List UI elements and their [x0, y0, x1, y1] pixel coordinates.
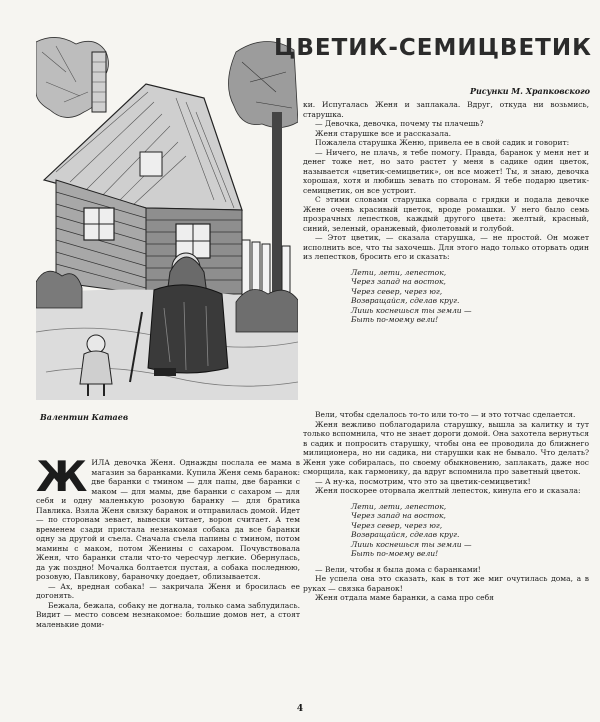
paragraph: Пожалела старушка Женю, привела ее в свой садик и говорит: [315, 138, 570, 147]
spell-verse [351, 502, 589, 559]
verse-line: Лишь коснешься ты земли — [351, 305, 472, 315]
page-number: 4 [296, 704, 304, 714]
paragraph: Вели, чтобы сделалось то-то или то-то — и это тотчас сделается. [315, 410, 576, 419]
verse-line: Лети, лети, лепесток, [351, 267, 447, 277]
verse-line: Возвращайся, сделав круг. [351, 296, 460, 305]
story-illustration [36, 32, 298, 400]
paragraph: — Этот цветик, — сказала старушка, — не простой. Он может исполнить все, что ты захочешь. Для этого надо только оторвать один из лепестков, бросить его и сказать: [303, 233, 589, 261]
verse-line: Через север, через юг, [351, 286, 443, 296]
paragraph: — Ничего, не плачь, я тебе помогу. Правда, баранок у меня нет и денег тоже нет, но зато растет у меня в садике один цветок, называется «цветик-семицветик», он все может! Ты, я знаю, девочка хорошая, хотя и любишь зевать по сторонам. Я тебе подарю цветик-семицветик, он все устроит. [303, 147, 589, 195]
author-name: Валентин Катаев [40, 412, 129, 422]
paragraph: — Ах, вредная собака! — закричала Женя и бросилась ее догонять. [36, 581, 300, 600]
right-column-top [303, 100, 589, 331]
cottage-illustration [36, 32, 298, 400]
paragraph: Женя отдала маме баранки, а сама про себя [315, 593, 494, 602]
verse-line: Лишь коснешься ты земли — [351, 539, 472, 549]
paragraph: — А ну-ка, посмотрим, что это за цветик-семицветик! [315, 476, 531, 486]
paragraph: Женя вежливо поблагодарила старушку, вышла за калитку и тут только вспомнила, что не знает дороги домой. Она захотела вернуться в садик и попросить старушку, чтобы она ее проводила до ближнего милиционера, но ни садика, ни старушки как не бывало. Что делать? Женя уже собиралась, по своему обыкновению, заплакать, даже нос сморщила, как гармонику, да вдруг вспомнила про заветный цветок. [303, 419, 589, 476]
paragraph: ки. Испугалась Женя и заплакала. Вдруг, откуда ни возьмись, старушка. [303, 100, 589, 119]
paragraph: С этими словами старушка сорвала с грядки и подала девочке Жене очень красивый цветок, вроде ромашки. У него было семь прозрачных лепестков, каждый другого цвета: желтый, красный, синий, зеленый, оранжевый, фиолетовый и голубой. [303, 195, 589, 233]
spell-verse [351, 268, 589, 325]
paragraph: Женя старушке все и рассказала. [315, 128, 451, 138]
paragraph: Бежала, бежала, собаку не догнала, только сама заблудилась. Видит — место совсем незнакомое: большие домов нет, а стоят маленькие доми- [36, 600, 300, 629]
verse-line: Через запад на восток, [351, 511, 446, 520]
paragraph: — Девочка, девочка, почему ты плачешь? [315, 119, 484, 128]
verse-line: Быть по-моему вели! [351, 549, 439, 558]
paragraph: Не успела она это сказать, как в тот же миг очутилась дома, а в руках — связка баранок! [303, 574, 589, 593]
verse-line: Лети, лети, лепесток, [351, 501, 447, 511]
right-column-bottom [303, 410, 589, 603]
verse-line: Возвращайся, сделав круг. [351, 530, 460, 539]
verse-line: Быть по-моему вели! [351, 315, 439, 324]
first-paragraph [36, 452, 300, 582]
verse-line: Через запад на восток, [351, 277, 446, 286]
verse-line: Через север, через юг, [351, 520, 443, 530]
dropcap: Ж [36, 452, 88, 501]
illustrator-credit: Рисунки М. Храпковского [469, 86, 590, 96]
left-column [36, 452, 300, 629]
first-paragraph-text: ИЛА девочка Женя. Однажды послала ее мама в магазин за баранками. Купила Женя семь баранок: две баранки с тмином — для папы, две баранки с маком — для мамы, две баранки с сахаром — для себя и одну маленькую розовую баранку — для братика Павлика. Взяла Женя связку баранок и отправилась домой. Идет — по сторонам зевает, вывески читает, ворон считает. А тем временем сзади пристала незнакомая собака да все баранки одну за другой и съела. Сначала съела папины с тмином, потом мамины с маком, потом Женины с сахаром. Почувствовала Женя, что баранки стали что-то чересчур легкие. Обернулась, да уж поздно! Мочалка болтается пустая, а собака последнюю, розовую, Павликову, бараночку доедает, облизывается. [36, 458, 300, 581]
paragraph: — Вели, чтобы я была дома с баранками! [315, 564, 481, 574]
paragraph: Женя поскорее оторвала желтый лепесток, кинула его и сказала: [315, 486, 581, 495]
story-title: ЦВЕТИК-СЕМИЦВЕТИК [274, 35, 592, 61]
